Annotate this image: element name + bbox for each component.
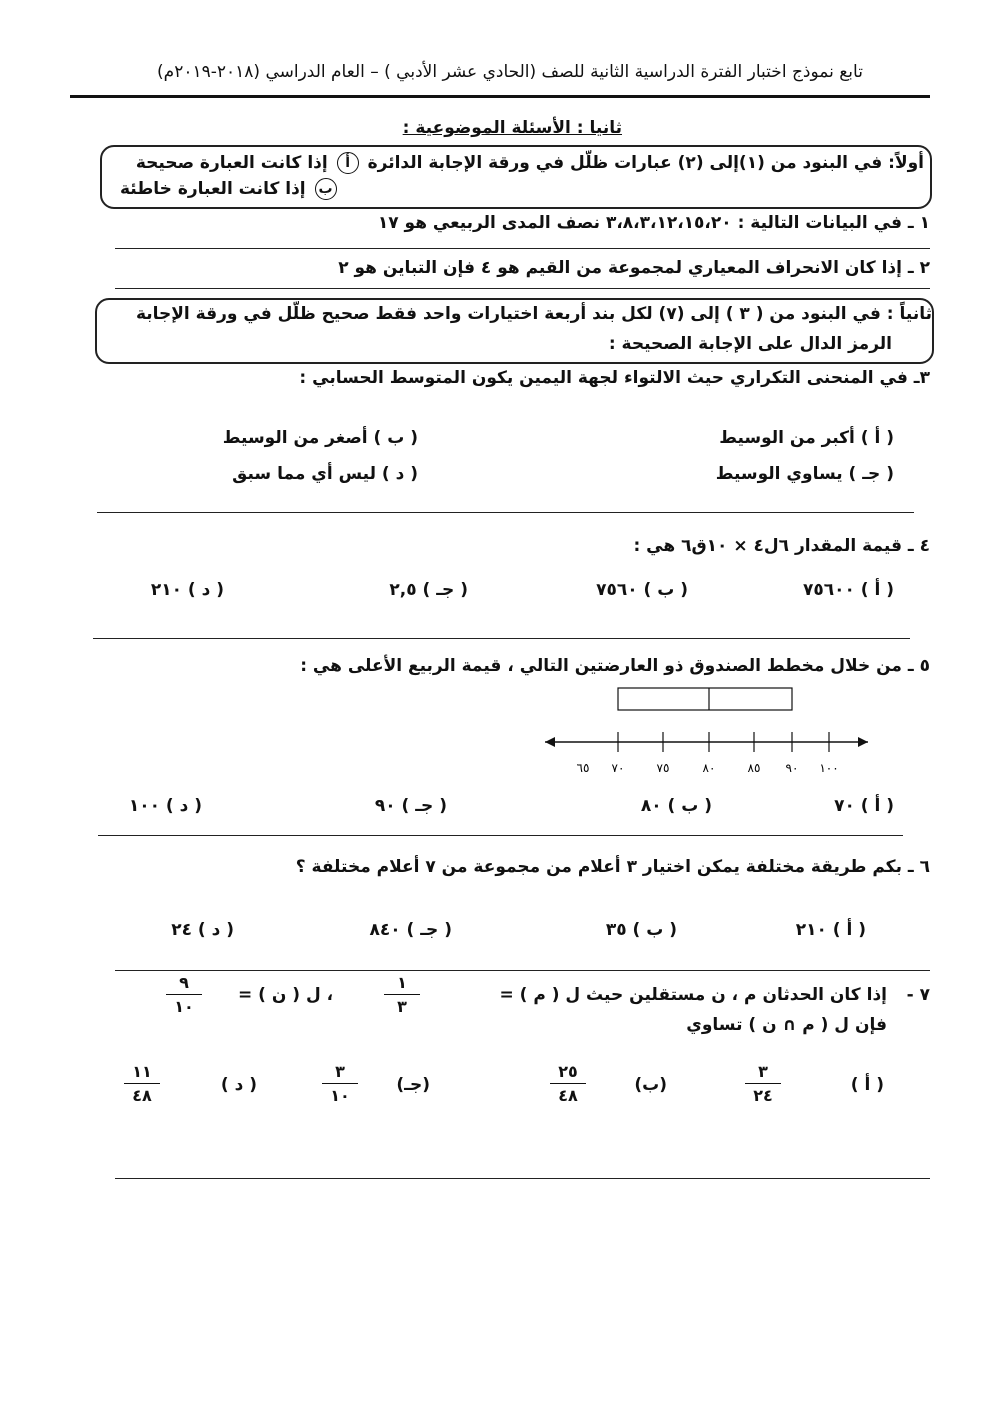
axis-tick-label: ١٠٠ xyxy=(819,761,839,775)
q7-line2: فإن ل ( م ∩ ن ) تساوي xyxy=(686,1015,887,1035)
axis-tick-label: ٧٠ xyxy=(611,761,625,775)
divider xyxy=(93,638,910,639)
q7-stem-mid: ، ل ( ن ) = xyxy=(238,985,334,1005)
q4-option-d: ( د ) ٢١٠ xyxy=(150,580,224,600)
header-rule xyxy=(70,95,930,98)
question-6-stem: ٦ ـ بكم طريقة مختلفة يمكن اختيار ٣ أعلام من مجموعة من ٧ أعلام مختلفة ؟ xyxy=(295,857,930,877)
q7-option-a-fraction: ٣ ٢٤ xyxy=(745,1062,781,1105)
question-2: ٢ ـ إذا كان الانحراف المعياري لمجموعة من القيم هو ٤ فإن التباين هو ٢ xyxy=(338,258,930,278)
part2-line2: الرمز الدال على الإجابة الصحيحة : xyxy=(608,334,892,354)
q7-pn-fraction: ٩ ١٠ xyxy=(166,973,202,1016)
question-5-stem: ٥ ـ من خلال مخطط الصندوق ذو العارضتين التالي ، قيمة الربيع الأعلى هي : xyxy=(300,656,930,676)
divider xyxy=(98,835,903,836)
question-7-stem: إذا كان الحدثان م ، ن مستقلين حيث ل ( م ) = xyxy=(499,985,887,1005)
q7-option-c-label: (جـ) xyxy=(396,1075,430,1095)
q5-option-c: ( جـ ) ٩٠ xyxy=(374,796,447,816)
q4-option-c: ( جـ ) ٢,٥ xyxy=(389,580,468,600)
divider xyxy=(115,248,930,249)
q7-option-c-fraction: ٣ ١٠ xyxy=(322,1062,358,1105)
divider xyxy=(115,970,930,971)
q7-pm-fraction: ١ ٣ xyxy=(384,973,420,1016)
q3-option-a: ( أ ) أكبر من الوسيط xyxy=(719,428,894,448)
q7-option-d-label: ( د ) xyxy=(220,1075,257,1095)
part1-instructions: أولاً: في البنود من (١)إلى (٢) عبارات ظلّل في ورقة الإجابة الدائرة أ إذا كانت العبارة صحيحة xyxy=(135,153,924,173)
axis-tick-label: ٦٥ xyxy=(576,761,590,775)
q5-option-d: ( د ) ١٠٠ xyxy=(128,796,202,816)
q7-option-b-fraction: ٢٥ ٤٨ xyxy=(550,1062,586,1105)
q6-option-d: ( د ) ٢٤ xyxy=(171,920,234,940)
q4-option-a: ( أ ) ٧٥٦٠٠ xyxy=(802,580,894,600)
q7-option-d-fraction: ١١ ٤٨ xyxy=(124,1062,160,1105)
part2-line1: ثانياً : في البنود من ( ٣ ) إلى (٧) لكل بند أربعة اختيارات واحد فقط صحيح ظلّل في ورقة الإجابة xyxy=(135,304,932,324)
axis-tick-label: ٨٠ xyxy=(702,761,716,775)
q4-option-b: ( ب ) ٧٥٦٠ xyxy=(596,580,688,600)
q3-option-b: ( ب ) أصغر من الوسيط xyxy=(222,428,418,448)
circle-a-icon: أ xyxy=(337,152,359,174)
q3-option-c: ( جـ ) يساوي الوسيط xyxy=(715,464,894,484)
circle-b-icon: ب xyxy=(315,178,337,200)
q7-option-a-label: ( أ ) xyxy=(850,1075,884,1095)
part1-false-line: ب إذا كانت العبارة خاطئة xyxy=(120,178,340,200)
page-header: تابع نموذج اختبار الفترة الدراسية الثانية للصف (الحادي عشر الأدبي ) – العام الدراسي (٢٠١٨-٢٠١٩م) xyxy=(157,62,863,82)
q5-option-b: ( ب ) ٨٠ xyxy=(640,796,712,816)
q6-option-c: ( جـ ) ٨٤٠ xyxy=(369,920,452,940)
axis-tick-labels xyxy=(577,761,839,775)
q3-option-d: ( د ) ليس أي مما سبق xyxy=(232,464,418,484)
section-title: ثانيا : الأسئلة الموضوعية : xyxy=(402,118,622,138)
q7-number: ٧ - xyxy=(906,985,930,1005)
q6-option-b: ( ب ) ٣٥ xyxy=(605,920,677,940)
question-3-stem: ٣ـ في المنحنى التكراري حيث الالتواء لجهة اليمين يكون المتوسط الحسابي : xyxy=(299,368,930,388)
axis-tick-label: ٨٥ xyxy=(747,761,761,775)
q6-option-a: ( أ ) ٢١٠ xyxy=(795,920,866,940)
question-4-stem: ٤ ـ قيمة المقدار ٦ل٤ × ١٠ق٦ هي : xyxy=(633,536,930,556)
box-plot-diagram xyxy=(535,680,880,780)
axis-tick-label: ٧٥ xyxy=(656,761,670,775)
q5-option-a: ( أ ) ٧٠ xyxy=(834,796,894,816)
bottom-rule xyxy=(115,1178,930,1179)
q7-option-b-label: (ب) xyxy=(634,1075,667,1095)
box-plot-box xyxy=(618,688,792,710)
divider xyxy=(97,512,914,513)
axis-tick-label: ٩٠ xyxy=(785,761,799,775)
question-1: ١ ـ في البيانات التالية : ٣،٨،٣،١٢،١٥،٢٠ نصف المدى الربيعي هو ١٧ xyxy=(377,213,930,233)
divider xyxy=(115,288,930,289)
